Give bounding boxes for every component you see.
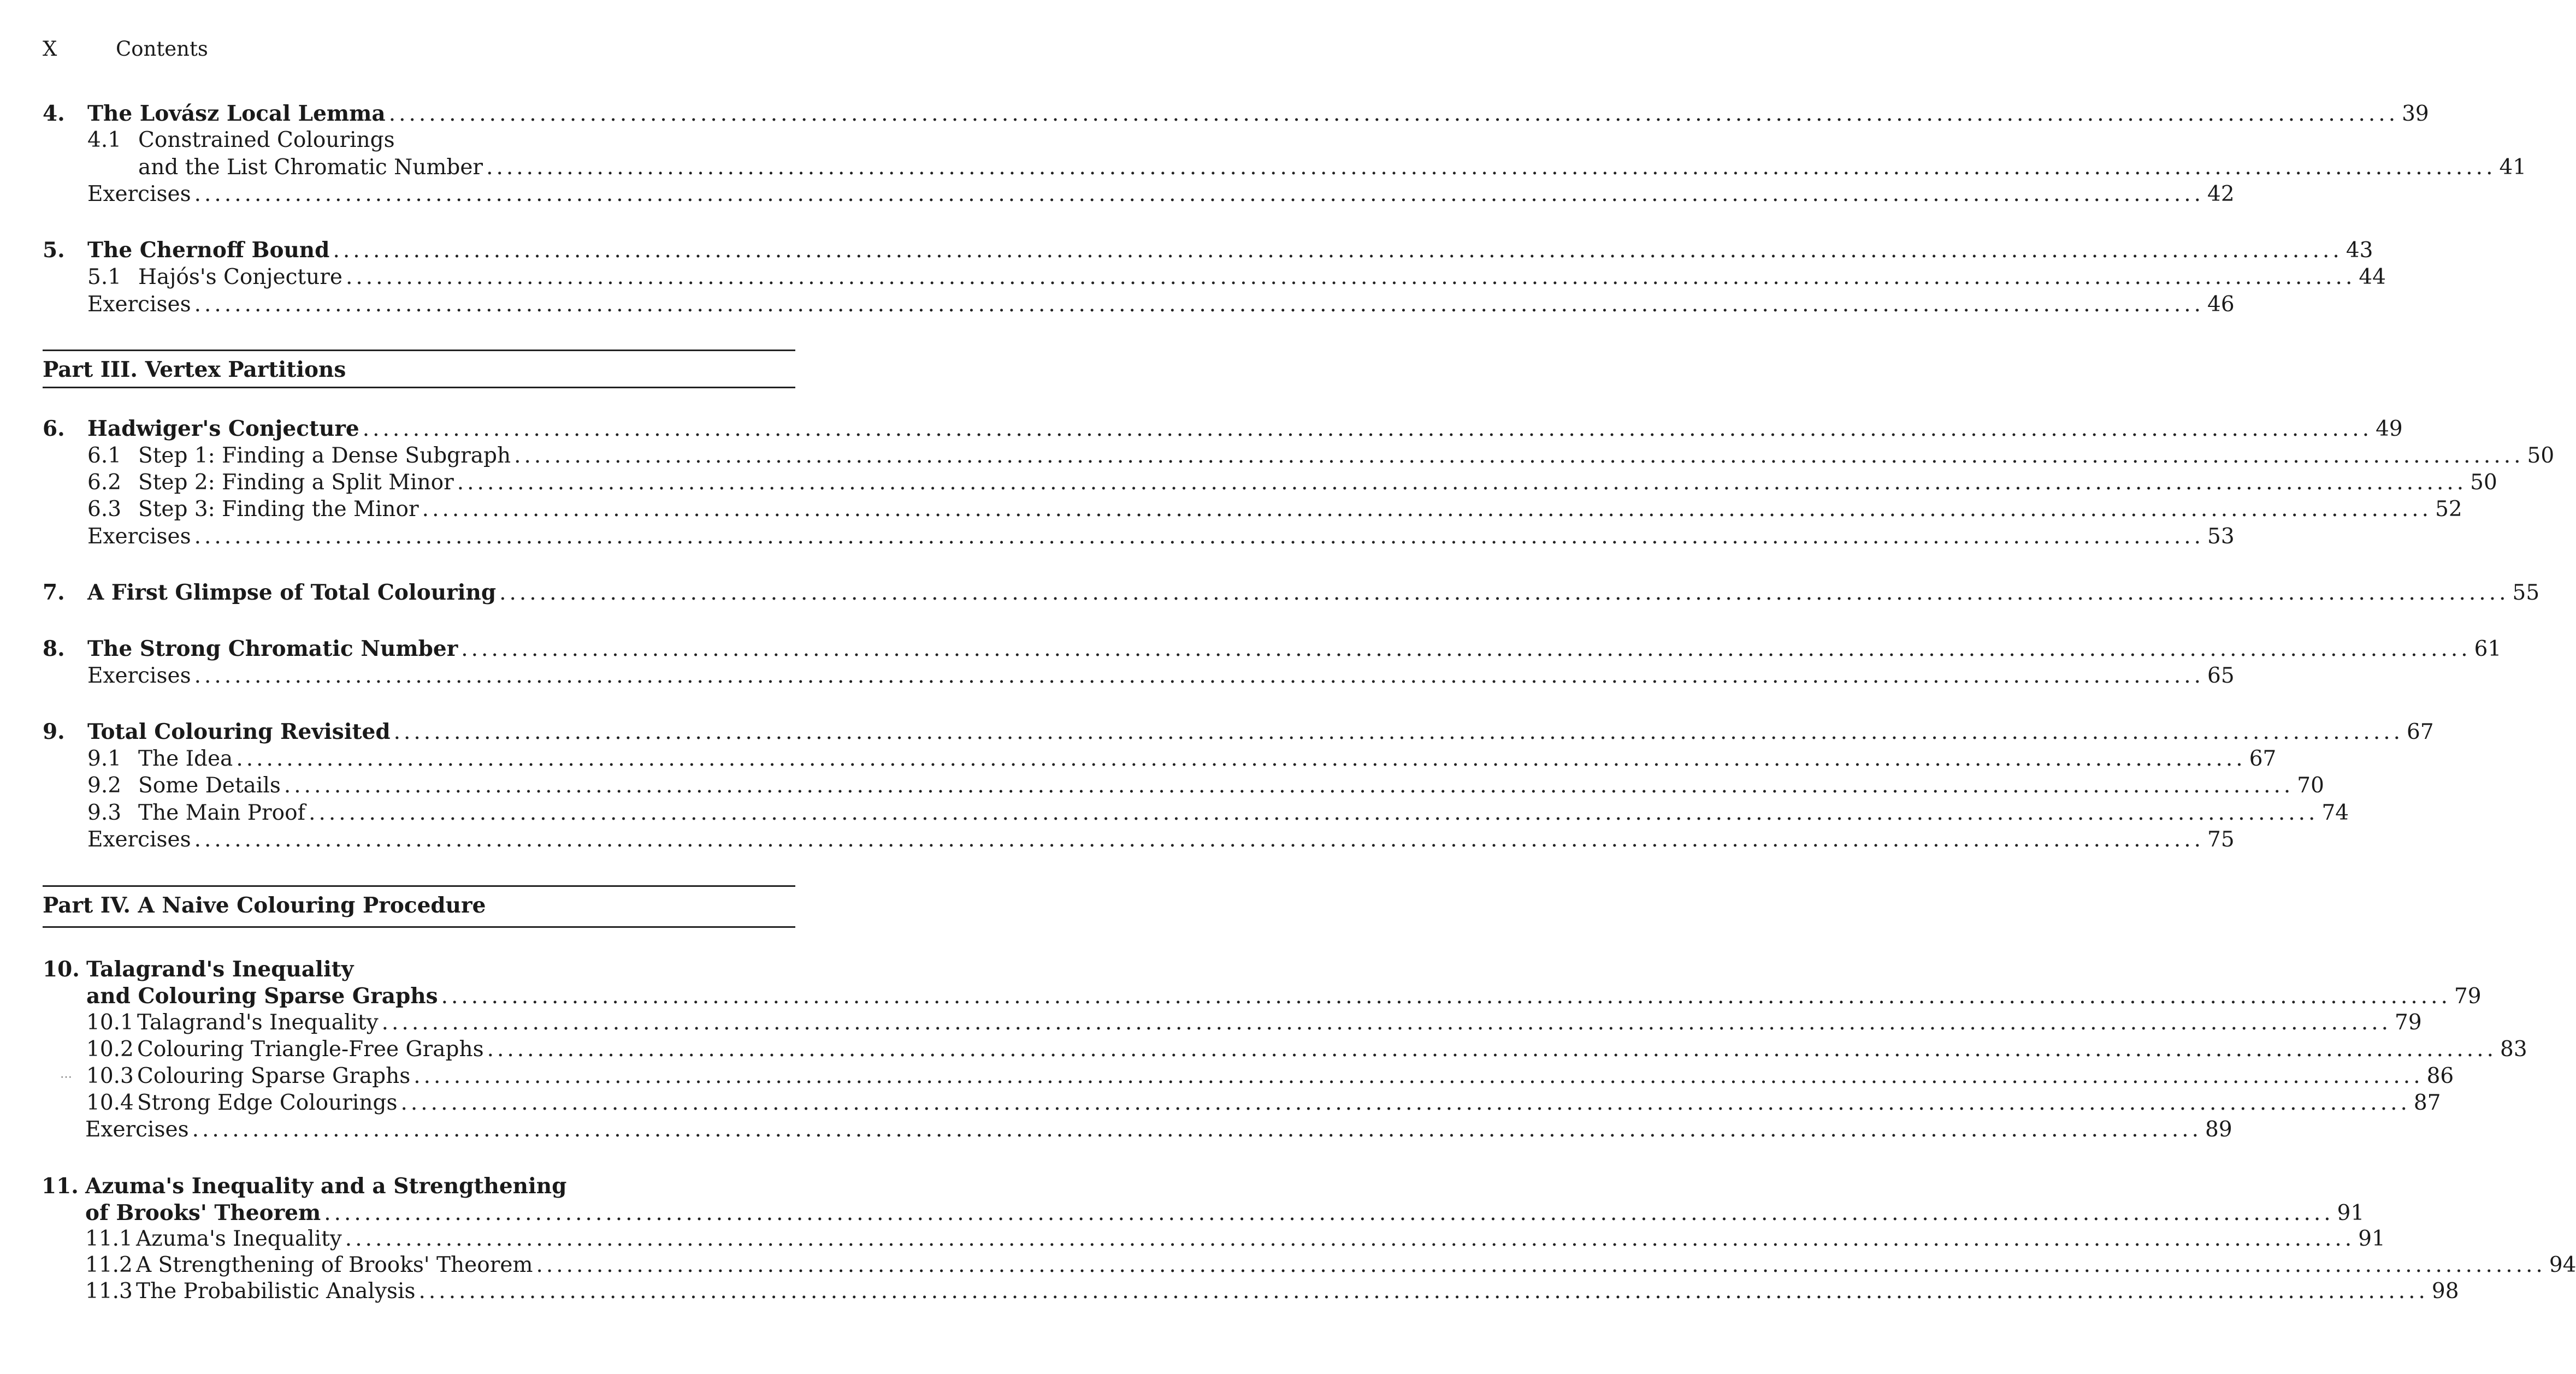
leader-dots: ........................................................................................................................................................................................................	[381, 1010, 2392, 1035]
section-number: 4.1	[87, 128, 122, 152]
page-number: 50	[2527, 443, 2555, 468]
leader-dots: ........................................................................................................................................................................................................	[514, 443, 2524, 468]
section-title: Strong Edge Colourings	[137, 1091, 398, 1115]
page-number: 44	[2359, 265, 2386, 289]
running-header-title: Contents	[116, 37, 208, 61]
leader-dots: ........................................................................................................................................................................................................	[393, 720, 2404, 744]
page-number: 52	[2435, 497, 2462, 522]
leader-dots: ........................................................................................................................................................................................................	[461, 637, 2471, 661]
page-number: 75	[2207, 827, 2235, 852]
leader-dots: ........................................................................................................................................................................................................	[345, 265, 2356, 289]
page-number: 91	[2337, 1201, 2365, 1225]
leader-dots: ........................................................................................................................................................................................................	[487, 1037, 2497, 1062]
toc-entry-section-6-2[interactable]	[87, 469, 2497, 496]
toc-entry-section-9-1[interactable]	[87, 745, 2277, 773]
page-number: 53	[2207, 524, 2235, 549]
chapter-number: 7.	[43, 580, 65, 605]
page-number: 87	[2413, 1091, 2441, 1115]
section-title: Colouring Triangle-Free Graphs	[137, 1037, 484, 1062]
chapter-title: Hadwiger's Conjecture	[87, 416, 359, 441]
toc-entry-section-11-2[interactable]	[85, 1252, 2576, 1279]
section-title: The Idea	[138, 747, 233, 771]
page-number: 79	[2395, 1010, 2422, 1035]
chapter-number: 5.	[43, 238, 65, 263]
page-number: 50	[2470, 470, 2497, 495]
page-number: 67	[2249, 747, 2277, 771]
page-number: 86	[2426, 1064, 2454, 1088]
leader-dots: ........................................................................................................................................................................................................	[441, 984, 2451, 1009]
page-number: 46	[2207, 292, 2235, 317]
chapter-title: of Brooks' Theorem	[85, 1200, 321, 1225]
toc-entry-exercises-4[interactable]	[87, 181, 2235, 208]
leader-dots: ........................................................................................................................................................................................................	[400, 1091, 2410, 1115]
page-number: 79	[2454, 984, 2482, 1009]
toc-entry-exercises-5[interactable]	[87, 291, 2235, 318]
page-number: 61	[2474, 637, 2502, 661]
exercises-title: Exercises	[87, 664, 191, 688]
part-divider-bottom	[43, 926, 795, 928]
leader-dots: ........................................................................................................................................................................................................	[388, 102, 2399, 126]
page-number: 55	[2512, 581, 2540, 605]
leader-dots: ........................................................................................................................................................................................................	[457, 470, 2467, 495]
chapter-number: 9.	[43, 719, 65, 744]
chapter-number: 11.	[42, 1174, 79, 1199]
page-number: 39	[2402, 102, 2429, 126]
leader-dots: ........................................................................................................................................................................................................	[194, 827, 2205, 852]
leader-dots: ........................................................................................................................................................................................................	[499, 581, 2509, 605]
toc-entry-exercises-6[interactable]	[87, 523, 2235, 550]
leader-dots: ........................................................................................................................................................................................................	[192, 1117, 2202, 1142]
toc-entry-section-4-1[interactable]	[138, 154, 2527, 181]
toc-entry-chapter-5[interactable]	[87, 236, 2373, 264]
part-divider-top	[43, 350, 795, 351]
page-number: 67	[2407, 720, 2434, 744]
toc-entry-section-5-1[interactable]	[87, 264, 2386, 291]
toc-entry-section-6-3[interactable]	[87, 496, 2462, 523]
toc-entry-chapter-7[interactable]	[87, 579, 2540, 606]
toc-entry-section-6-1[interactable]	[87, 442, 2555, 470]
toc-entry-chapter-9[interactable]	[87, 718, 2434, 745]
page-number: 65	[2207, 664, 2235, 688]
section-number: 11.2	[85, 1253, 133, 1277]
running-header-page-number: X	[43, 37, 57, 61]
page-number: 42	[2207, 182, 2235, 206]
section-title: Step 1: Finding a Dense Subgraph	[138, 443, 511, 468]
leader-dots: ........................................................................................................................................................................................................	[194, 664, 2205, 688]
section-number: 10.1	[86, 1010, 134, 1035]
leader-dots: ........................................................................................................................................................................................................	[418, 1279, 2429, 1304]
chapter-title: and Colouring Sparse Graphs	[86, 984, 438, 1009]
toc-entry-chapter-10[interactable]	[86, 982, 2482, 1010]
chapter-title-line1[interactable]: Talagrand's Inequality	[86, 957, 354, 982]
chapter-title-line1[interactable]: Azuma's Inequality and a Strengthening	[85, 1174, 567, 1199]
section-title: Constrained Colourings	[138, 128, 395, 152]
leader-dots: ........................................................................................................................................................................................................	[309, 801, 2319, 825]
section-number: 6.1	[87, 443, 122, 468]
toc-entry-section-11-3[interactable]	[85, 1278, 2459, 1305]
section-number: 10.2	[86, 1037, 134, 1062]
leader-dots: ........................................................................................................................................................................................................	[486, 155, 2496, 180]
section-title: Colouring Sparse Graphs	[137, 1064, 411, 1088]
chapter-title: The Strong Chromatic Number	[87, 636, 458, 661]
leader-dots: ........................................................................................................................................................................................................	[413, 1064, 2424, 1088]
section-title: Step 3: Finding the Minor	[138, 497, 419, 522]
toc-entry-exercises-8[interactable]	[87, 662, 2235, 690]
page-number: 43	[2345, 238, 2373, 263]
part-heading-4[interactable]: Part IV. A Naive Colouring Procedure	[43, 893, 486, 918]
toc-entry-chapter-11[interactable]	[85, 1199, 2365, 1227]
exercises-title: Exercises	[87, 182, 191, 206]
section-title: The Main Proof	[138, 801, 306, 825]
toc-entry-section-10-4[interactable]	[86, 1089, 2441, 1117]
toc-entry-exercises-9[interactable]	[87, 826, 2235, 854]
chapter-number: 8.	[43, 636, 65, 661]
page-number: 89	[2205, 1117, 2232, 1142]
section-number: 11.3	[85, 1279, 133, 1304]
part-heading-3[interactable]: Part III. Vertex Partitions	[43, 357, 346, 382]
chapter-title: The Chernoff Bound	[87, 238, 330, 263]
toc-entry-section-9-2[interactable]	[87, 772, 2324, 799]
leader-dots: ........................................................................................................................................................................................................	[236, 747, 2246, 771]
section-title: Hajós's Conjecture	[138, 265, 342, 289]
section-title: Step 2: Finding a Split Minor	[138, 470, 454, 495]
section-number: 5.1	[87, 265, 122, 289]
chapter-number: 10.	[43, 957, 80, 982]
page-number: 74	[2321, 801, 2349, 825]
page-number: 70	[2297, 773, 2324, 798]
leader-dots: ........................................................................................................................................................................................................	[283, 773, 2294, 798]
section-number: 6.2	[87, 470, 122, 495]
exercises-title: Exercises	[87, 524, 191, 549]
leader-dots: ........................................................................................................................................................................................................	[345, 1227, 2355, 1251]
toc-entry-section-10-1[interactable]	[86, 1009, 2422, 1037]
leader-dots: ........................................................................................................................................................................................................	[324, 1201, 2334, 1225]
toc-entry-chapter-4[interactable]	[87, 100, 2429, 127]
toc-entry-section-10-3[interactable]	[86, 1063, 2454, 1090]
leader-dots: ........................................................................................................................................................................................................	[194, 524, 2205, 549]
page-number: 83	[2500, 1037, 2527, 1062]
exercises-title: Exercises	[87, 827, 191, 852]
toc-entry-chapter-8[interactable]	[87, 635, 2502, 662]
toc-entry-section-9-3[interactable]	[87, 799, 2349, 827]
section-title: Azuma's Inequality	[136, 1227, 342, 1251]
page-number: 91	[2358, 1227, 2385, 1251]
section-number: 9.3	[87, 801, 122, 825]
section-number: 9.1	[87, 747, 122, 771]
leader-dots: ........................................................................................................................................................................................................	[422, 497, 2432, 522]
section-title: A Strengthening of Brooks' Theorem	[136, 1253, 533, 1277]
toc-entry-section-10-2[interactable]	[86, 1036, 2527, 1063]
stray-mark: ⋯	[60, 1070, 74, 1084]
exercises-title: Exercises	[87, 292, 191, 317]
leader-dots: ........................................................................................................................................................................................................	[362, 417, 2373, 441]
page-number: 94	[2549, 1253, 2576, 1277]
section-title: The Probabilistic Analysis	[136, 1279, 416, 1304]
chapter-title: A First Glimpse of Total Colouring	[87, 580, 497, 605]
section-number: 9.2	[87, 773, 122, 798]
chapter-number: 6.	[43, 416, 65, 441]
toc-entry-exercises-10[interactable]	[85, 1116, 2232, 1144]
toc-entry-section-11-1[interactable]	[85, 1225, 2385, 1253]
leader-dots: ........................................................................................................................................................................................................	[536, 1253, 2546, 1277]
leader-dots: ........................................................................................................................................................................................................	[333, 238, 2343, 263]
section-number: 11.1	[85, 1227, 133, 1251]
section-title: and the List Chromatic Number	[138, 155, 483, 180]
leader-dots: ........................................................................................................................................................................................................	[194, 292, 2205, 317]
toc-entry-section-4-1-line1[interactable]	[87, 127, 395, 154]
page-number: 49	[2376, 417, 2403, 441]
part-divider-bottom	[43, 387, 795, 388]
section-number: 10.4	[86, 1091, 134, 1115]
page-number: 98	[2431, 1279, 2459, 1304]
toc-entry-chapter-6[interactable]	[87, 415, 2403, 442]
exercises-title: Exercises	[85, 1117, 189, 1142]
chapter-title: Total Colouring Revisited	[87, 719, 391, 744]
chapter-number: 4.	[43, 101, 65, 126]
section-number: 6.3	[87, 497, 122, 522]
section-title: Some Details	[138, 773, 281, 798]
part-divider-top	[43, 885, 795, 887]
chapter-title: The Lovász Local Lemma	[87, 101, 386, 126]
section-number: 10.3	[86, 1064, 134, 1088]
leader-dots: ........................................................................................................................................................................................................	[194, 182, 2205, 206]
section-title: Talagrand's Inequality	[137, 1010, 379, 1035]
page-number: 41	[2499, 155, 2527, 180]
